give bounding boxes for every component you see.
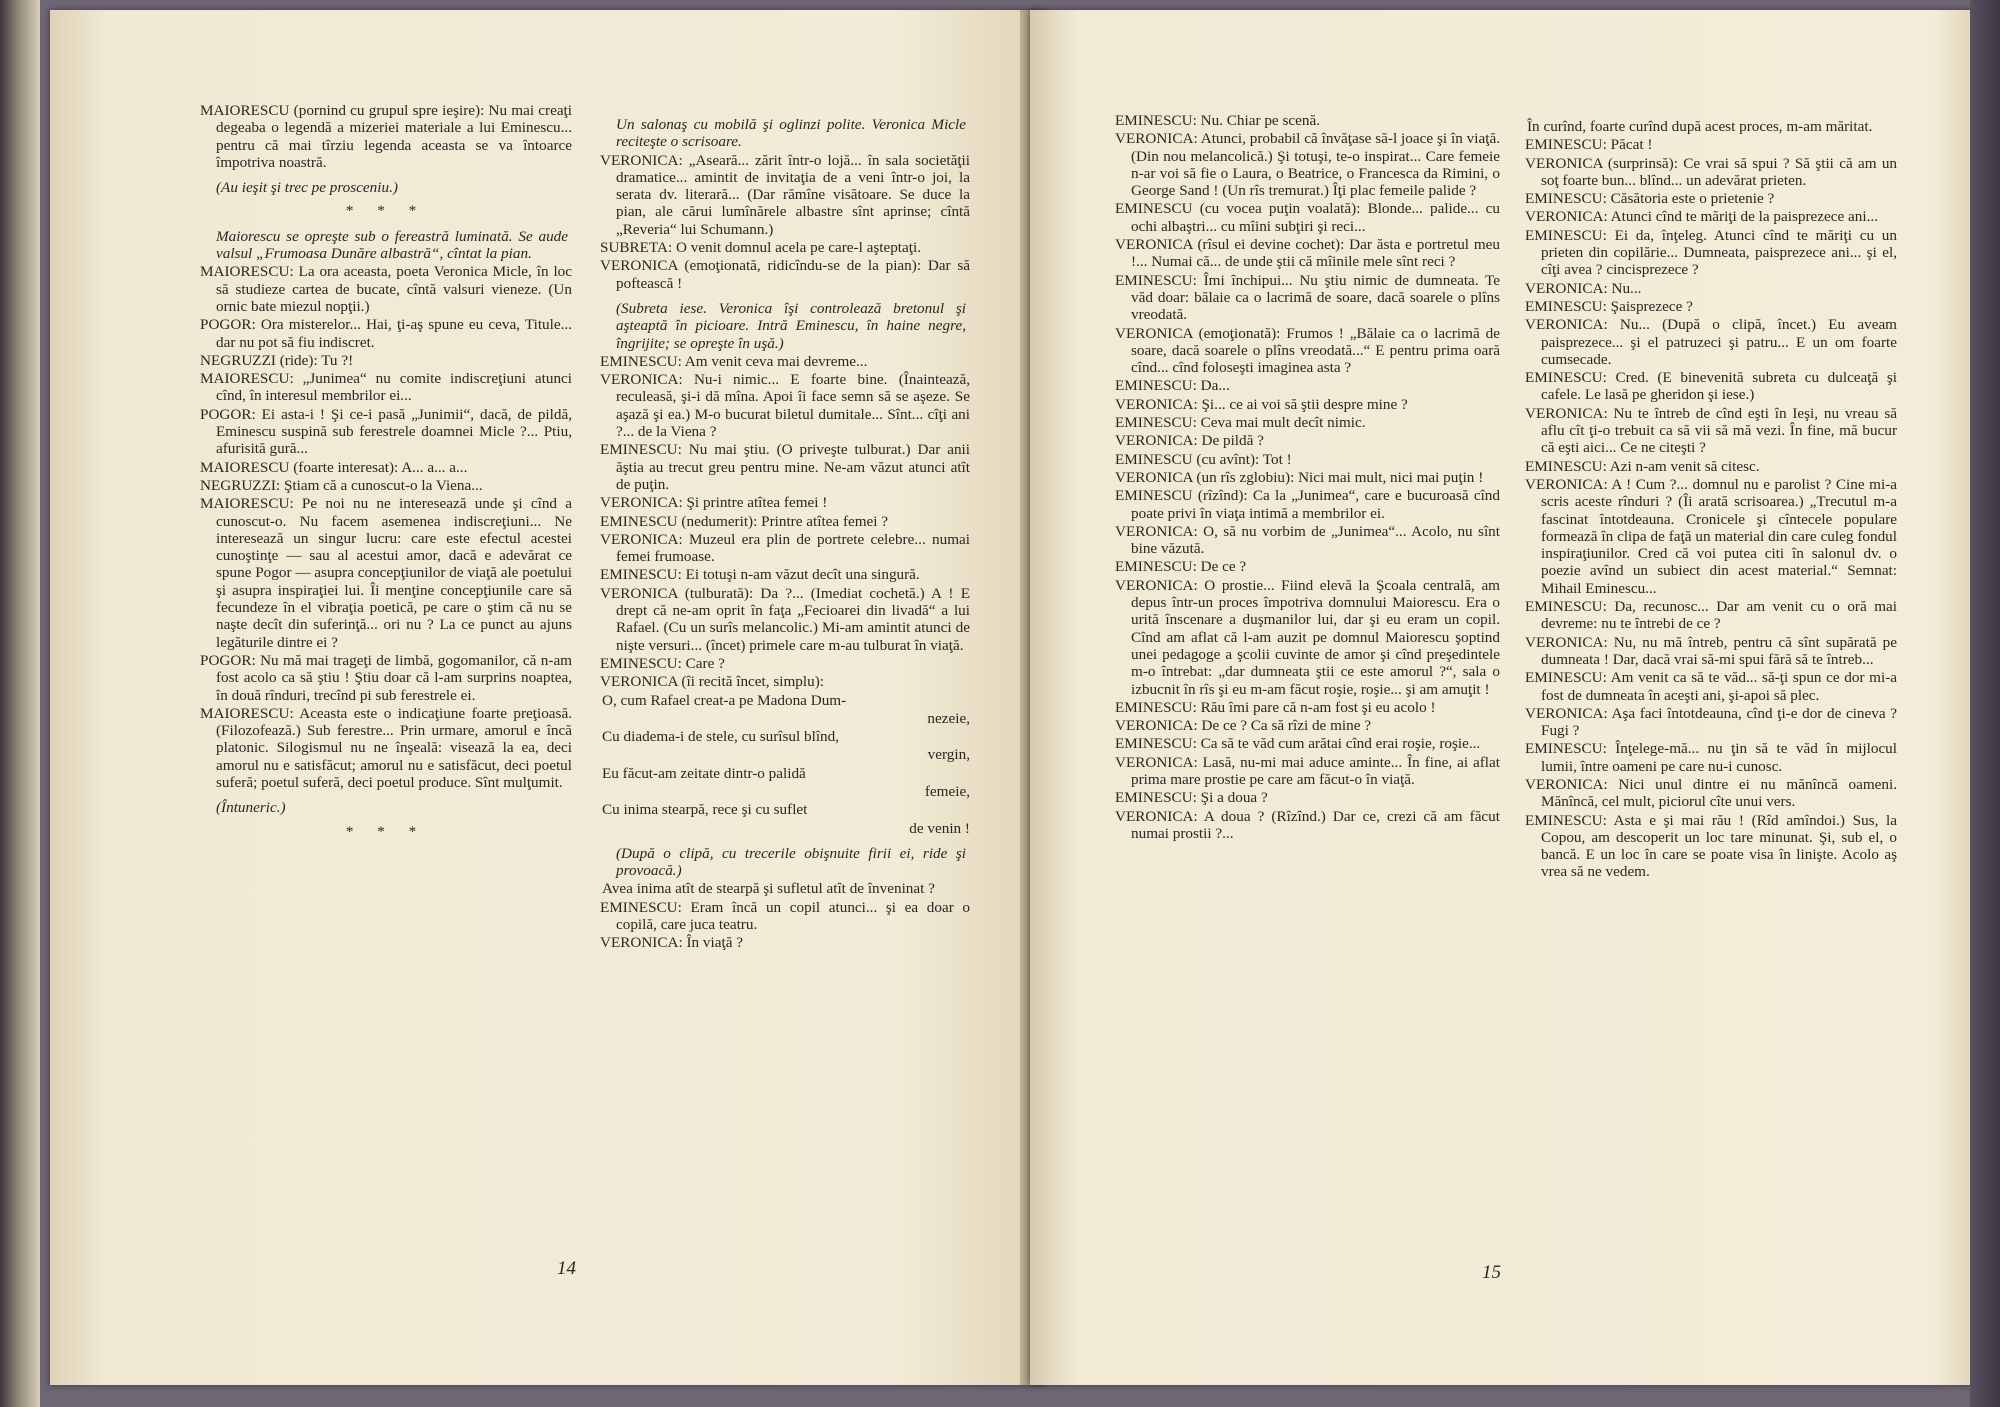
dialogue-line: EMINESCU: Ceva mai mult decît nimic.: [1115, 414, 1366, 432]
dialogue-line: EMINESCU (cu vocea puţin voalată): Blonde... palide... cu ochi albaştri... cu mîini subţiri şi reci...: [1115, 200, 1500, 235]
dialogue-line: EMINESCU: Cred. (E binevenită subreta cu dulceaţă şi cafele. Le lasă pe gheridon şi iese.): [1525, 369, 1897, 404]
dialogue-line: VERONICA: De pildă ?: [1115, 432, 1264, 450]
right-page-column-2: [1525, 118, 1897, 882]
dialogue-line: EMINESCU: Căsătoria este o prietenie ?: [1525, 190, 1775, 208]
stage-direction: (Subreta iese. Veronica îşi controlează bretonul şi aşteaptă în picioare. Intră Eminescu, în haine negre, îngrijite; se opreşte în uşă.): [616, 299, 966, 352]
verse-line: femeie,: [924, 782, 970, 800]
dialogue-line: EMINESCU: Şi a doua ?: [1115, 789, 1268, 807]
verse-line: Eu făcut-am zeitate dintr-o palidă: [602, 764, 806, 782]
dialogue-line: VERONICA: Nu te întreb de cînd eşti în Ieşi, nu vreau să aflu cît ţi-o trebuit ca să vii să mă vezi. În fine, mă bucur că eşti aici... Ce ne citeşti ?: [1525, 404, 1897, 457]
dialogue-line: VERONICA: Lasă, nu-mi mai aduce aminte... În fine, ai aflat prima mare prostie pe care am făcut-o în viaţă.: [1115, 753, 1500, 788]
dialogue-line: EMINESCU: Înţelege-mă... nu ţin să te văd în mijlocul lumii, între oameni pe care nu-i cunosc.: [1525, 740, 1897, 775]
dialogue-line: EMINESCU: Ei totuşi n-am văzut decît una singură.: [600, 566, 920, 584]
dialogue-line: VERONICA: În viaţă ?: [600, 934, 743, 952]
dialogue-line: EMINESCU: De ce ?: [1115, 558, 1247, 576]
verse-line: de venin !: [909, 819, 970, 837]
stage-direction: Maiorescu se opreşte sub o fereastră luminată. Se aude valsul „Frumoasa Dunăre albastră“, cîntat la pian.: [216, 227, 568, 263]
dialogue-line: VERONICA: Şi printre atîtea femei !: [600, 494, 828, 512]
verse-line: Avea inima atît de stearpă şi sufletul atît de înveninat ?: [602, 880, 935, 898]
scene-separator: * * *: [345, 202, 427, 220]
dialogue-line: VERONICA (rîsul ei devine cochet): Dar ăsta e portretul meu !... Numai că... de unde ştii că mîinile mele sînt reci ?: [1115, 236, 1500, 271]
dialogue-line: EMINESCU: Păcat !: [1525, 136, 1653, 154]
dialogue-line: MAIORESCU: „Junimea“ nu comite indiscreţiuni atunci cînd, în interesul membrilor ei...: [200, 370, 572, 405]
verse-line: Cu diadema-i de stele, cu surîsul blînd,: [602, 728, 840, 746]
dialogue-line: VERONICA (un rîs zglobiu): Nici mai mult, nici mai puţin !: [1115, 468, 1484, 486]
book-cover-edge: [1970, 0, 2000, 1407]
dialogue-line: MAIORESCU (foarte interesat): A... a... a...: [200, 458, 468, 476]
dialogue-line: VERONICA: A ! Cum ?... domnul nu e parolist ? Cine mi-a scris aceste rînduri ? (Îi arată scrisoarea.) „Trecutul m-a fascinat întotdeauna. Cronicele şi cîntecele populare formează în clipa de faţă un material din care culeg fondul inspiraţiunilor. Cred că voi putea citi în salonul dv. o poezie avînd un subiect din acest material.“ Semnat: Mihail Eminescu...: [1525, 475, 1897, 597]
dialogue-line: EMINESCU (nedumerit): Printre atîtea femei ?: [600, 512, 889, 530]
dialogue-line: VERONICA: Nu, nu mă întreb, pentru că sînt supărată pe dumneata ! Dar, dacă vrai să-mi spui fără să te întreb...: [1525, 633, 1897, 668]
dialogue-line: VERONICA (tulburată): Da ?... (Imediat cochetă.) A ! E drept că ne-am oprit în faţa „Fecioarei din livadă“ a lui Rafael. (Cu un surîs melancolic.) Mi-am amintit atunci de nişte versuri... (încet) primele care m-au tulburat în viaţă.: [600, 584, 970, 654]
dialogue-line: EMINESCU: Nu mai ştiu. (O priveşte tulburat.) Dar anii ăştia au trecut greu pentru mine. Ne-am văzut atunci atît de puţin.: [600, 441, 970, 493]
dialogue-line: VERONICA: Nu...: [1525, 279, 1642, 297]
dialogue-line: MAIORESCU (pornind cu grupul spre ieşire): Nu mai creaţi degeaba o legendă a mizeriei materiale a lui Eminescu... pentru că mai tîrziu legenda aceasta se va întoarce împotriva noastră.: [200, 102, 572, 171]
page-number: 15: [1482, 1262, 1501, 1283]
verse-line: vergin,: [927, 746, 970, 764]
book-spread: [20, 10, 1980, 1395]
dialogue-line: EMINESCU (rîzînd): Ca la „Junimea“, care e bucuroasă cînd poate privi în viaţa intimă a membrilor ei.: [1115, 487, 1500, 522]
dialogue-line: EMINESCU: Şaisprezece ?: [1525, 297, 1693, 315]
dialogue-line: NEGRUZZI (ride): Tu ?!: [200, 351, 354, 369]
dialogue-line: EMINESCU: Azi n-am venit să citesc.: [1525, 457, 1760, 475]
dialogue-line: VERONICA: Muzeul era plin de portrete celebre... numai femei frumoase.: [600, 530, 970, 566]
dialogue-line: VERONICA: Aşa faci întotdeauna, cînd ţi-e dor de cineva ? Fugi ?: [1525, 704, 1897, 740]
dialogue-line: VERONICA (emoţionată): Frumos ! „Bălaie ca o lacrimă de soare, dacă soarele o plîns vreodată...“ E pentru prima oară cînd... cînd foloseşti imaginea asta ?: [1115, 324, 1500, 377]
dialogue-line: POGOR: Nu mă mai trageţi de limbă, gogomanilor, că n-am fost acolo ca să ştiu ! Ştiu doar că l-am surprins noaptea, în două rînduri, trecînd pi sub ferestrele ei.: [200, 651, 572, 704]
dialogue-line: EMINESCU: Am venit ca să te văd... să-ţi spun ce dor mi-a fost de dumneata în aceşti ani, şi-apoi să plec.: [1525, 669, 1897, 704]
dialogue-line: VERONICA: Şi... ce ai voi să ştii despre mine ?: [1115, 395, 1408, 413]
dialogue-line: VERONICA (îi recită încet, simplu):: [600, 673, 824, 691]
dialogue-line: VERONICA: De ce ? Ca să rîzi de mine ?: [1115, 717, 1371, 735]
dialogue-line: POGOR: Ora misterelor... Hai, ţi-aş spune eu ceva, Titule... dar nu pot să fiu indiscret.: [200, 316, 572, 351]
stage-direction: Un salonaş cu mobilă şi oglinzi polite. Veronica Micle reciteşte o scrisoare.: [616, 116, 966, 151]
dialogue-line: VERONICA (surprinsă): Ce vrai să spui ? Să ştii că am un soţ foarte bun... blînd... un adevărat prieten.: [1525, 154, 1897, 189]
dialogue-line: VERONICA: Nici unul dintre ei nu mănîncă oameni. Mănîncă, cel mult, piciorul cîte unui vers.: [1525, 775, 1897, 811]
scene-separator: * * *: [345, 822, 427, 840]
left-page-column-1: [200, 102, 572, 846]
right-page: [1030, 10, 1990, 1385]
dialogue-line: NEGRUZZI: Ştiam că a cunoscut-o la Viena...: [200, 476, 483, 494]
dialogue-line: VERONICA: Nu... (După o clipă, încet.) Eu aveam paisprezece... şi el patruzeci şi patru... E un om foarte cumsecade.: [1525, 316, 1897, 368]
dialogue-line: MAIORESCU: Aceasta este o indicaţiune foarte preţioasă. (Filozofează.) Sub ferestre... Prin urmare, amorul e încă platonic. Silogismul nu ne înşeală: visează la ea, deci amorul nu e satisfăcut; amorul nu e satisfăcut, deci poetul suferă; poetul suferă, deci poetul produce. Sînt mulţumit.: [200, 704, 572, 791]
dialogue-line: EMINESCU: Da, recunosc... Dar am venit cu o oră mai devreme: nu te întrebi de ce ?: [1525, 598, 1897, 633]
dialogue-line: MAIORESCU: La ora aceasta, poeta Veronica Micle, în loc să studieze cartea de bucate, cîntă valsuri vieneze. (Un ornic bate miezul nopţii.): [200, 263, 572, 315]
dialogue-line: VERONICA: O, să nu vorbim de „Junimea“... Acolo, nu sînt bine văzută.: [1115, 522, 1500, 558]
stage-direction: (Au ieşit şi trec pe prosceniu.): [216, 179, 398, 197]
left-page: [50, 10, 1045, 1385]
dialogue-line: VERONICA: „Aseară... zărit într-o lojă... în sala societăţii dramatice... amintit de invitaţia de a veni într-o joi, la serata dv. literară... (Dar rămîne visătoare. Se duce la pian, ale cărui lumînărele albastre sînt aprinse; cîntă „Reveria“ lui Schumann.): [600, 151, 970, 238]
verse-line: Cu inima stearpă, rece şi cu suflet: [602, 801, 808, 819]
dialogue-line: SUBRETA: O venit domnul acela pe care-l aşteptaţi.: [600, 239, 921, 257]
dialogue-line: EMINESCU: Asta e şi mai rău ! (Rîd amîndoi.) Sus, la Copou, am descoperit un loc tare minunat. Şi, sub el, o bancă. E un loc în care se poate visa în linişte. Acolo aş vrea să ne vedem.: [1525, 811, 1897, 881]
stage-direction: (Întuneric.): [216, 799, 286, 817]
right-page-column-1: [1115, 112, 1500, 843]
dialogue-line: EMINESCU: Rău îmi pare că n-am fost şi eu acolo !: [1115, 698, 1436, 716]
dialogue-line: EMINESCU (cu avînt): Tot !: [1115, 450, 1292, 468]
dialogue-line: EMINESCU: Ca să te văd cum arătai cînd erai roşie, roşie...: [1115, 735, 1481, 753]
dialogue-line: EMINESCU: Nu. Chiar pe scenă.: [1115, 112, 1320, 129]
dialogue-line: VERONICA: Nu-i nimic... E foarte bine. (Înaintează, reculeasă, şi-i dă mîna. Apoi îi face semn să se aşeze. Se aşază şi ea.) M-o bucurat biletul dumitale... Sînt... cîţi ani ?... de la Viena ?: [600, 371, 970, 441]
left-page-column-2: [600, 108, 970, 953]
dialogue-line: VERONICA: Atunci cînd te măriţi de la paisprezece ani...: [1525, 208, 1878, 226]
dialogue-line: EMINESCU: Am venit ceva mai devreme...: [600, 352, 868, 370]
verse-line: În curînd, foarte curînd după acest proces, m-am măritat.: [1527, 118, 1873, 135]
dialogue-line: VERONICA (emoţionată, ridicîndu-se de la pian): Dar să poftească !: [600, 257, 970, 292]
verse-line: nezeie,: [927, 709, 970, 727]
dialogue-line: MAIORESCU: Pe noi nu ne interesează unde şi cînd a cunoscut-o. Nu facem asemenea indiscreţiuni... Ne interesează un singur lucru: care este efectul acestei cunoştinţe — sau al acestui amor, dacă e adevărat ce spune Pogor — asupra concepţiunilor de viaţă ale poetului şi asupra inspiraţiei lui. Îi menţine concepţiunile care să fecundeze în el vibraţia poetică, pe care o ştim că nu se naşte decît din suferinţă... ori nu ? La ce punct au ajuns legăturile dintre ei ?: [200, 495, 572, 651]
page-number: 14: [557, 1258, 576, 1279]
stage-direction: (După o clipă, cu trecerile obişnuite firii ei, ride şi provoacă.): [616, 844, 966, 880]
dialogue-line: EMINESCU: Ei da, înţeleg. Atunci cînd te măriţi cu un prieten din copilărie... Dumneata, paisprezece ani... şi el, cîţi avea ? cincisprezece ?: [1525, 226, 1897, 279]
dialogue-line: POGOR: Ei asta-i ! Şi ce-i pasă „Junimii“, dacă, de pildă, Eminescu suspină sub ferestrele doamnei Micle ?... Ptiu, afurisită gură...: [200, 405, 572, 458]
dialogue-line: VERONICA: Atunci, probabil că învăţase să-l joace şi în viaţă. (Din nou melancolică.) Şi totuşi, te-o inspirat... Care femeie n-ar voi să fie o Laura, o Beatrice, o Francesca da Rimini, o George Sand ! (Un rîs tremurat.) Îţi plac femeile palide ?: [1115, 130, 1500, 200]
dialogue-line: EMINESCU: Da...: [1115, 377, 1230, 395]
dialogue-line: VERONICA: A doua ? (Rîzînd.) Dar ce, crezi că am făcut numai prostii ?...: [1115, 807, 1500, 842]
verse-line: O, cum Rafael creat-a pe Madona Dum-: [602, 691, 847, 709]
dialogue-line: EMINESCU: Îmi închipui... Nu ştiu nimic de dumneata. Te văd doar: bălaie ca o lacrimă de soare, dacă soarele o plîns vreodată.: [1115, 271, 1500, 324]
dialogue-line: EMINESCU: Eram încă un copil atunci... şi ea doar o copilă, care juca teatru.: [600, 898, 970, 934]
dialogue-line: EMINESCU: Care ?: [600, 654, 725, 672]
dialogue-line: VERONICA: O prostie... Fiind elevă la Şcoala centrală, am depus într-un proces împotriva domnului Maiorescu. Era o urită înscenare a duşmanilor lui, dar şi eu eram un copil. Cînd am aflat că l-am auzit pe domnul Maiorescu şoptind unei pedagoge a şcolii cuvinte de amor şi cînd preşedintele m-o întrebat: „dar dumneata ştii ce este amorul ?“, sala o izbucnit în rîs şi eu m-am făcut roşie, roşie... şi am amuţit !: [1115, 576, 1500, 698]
